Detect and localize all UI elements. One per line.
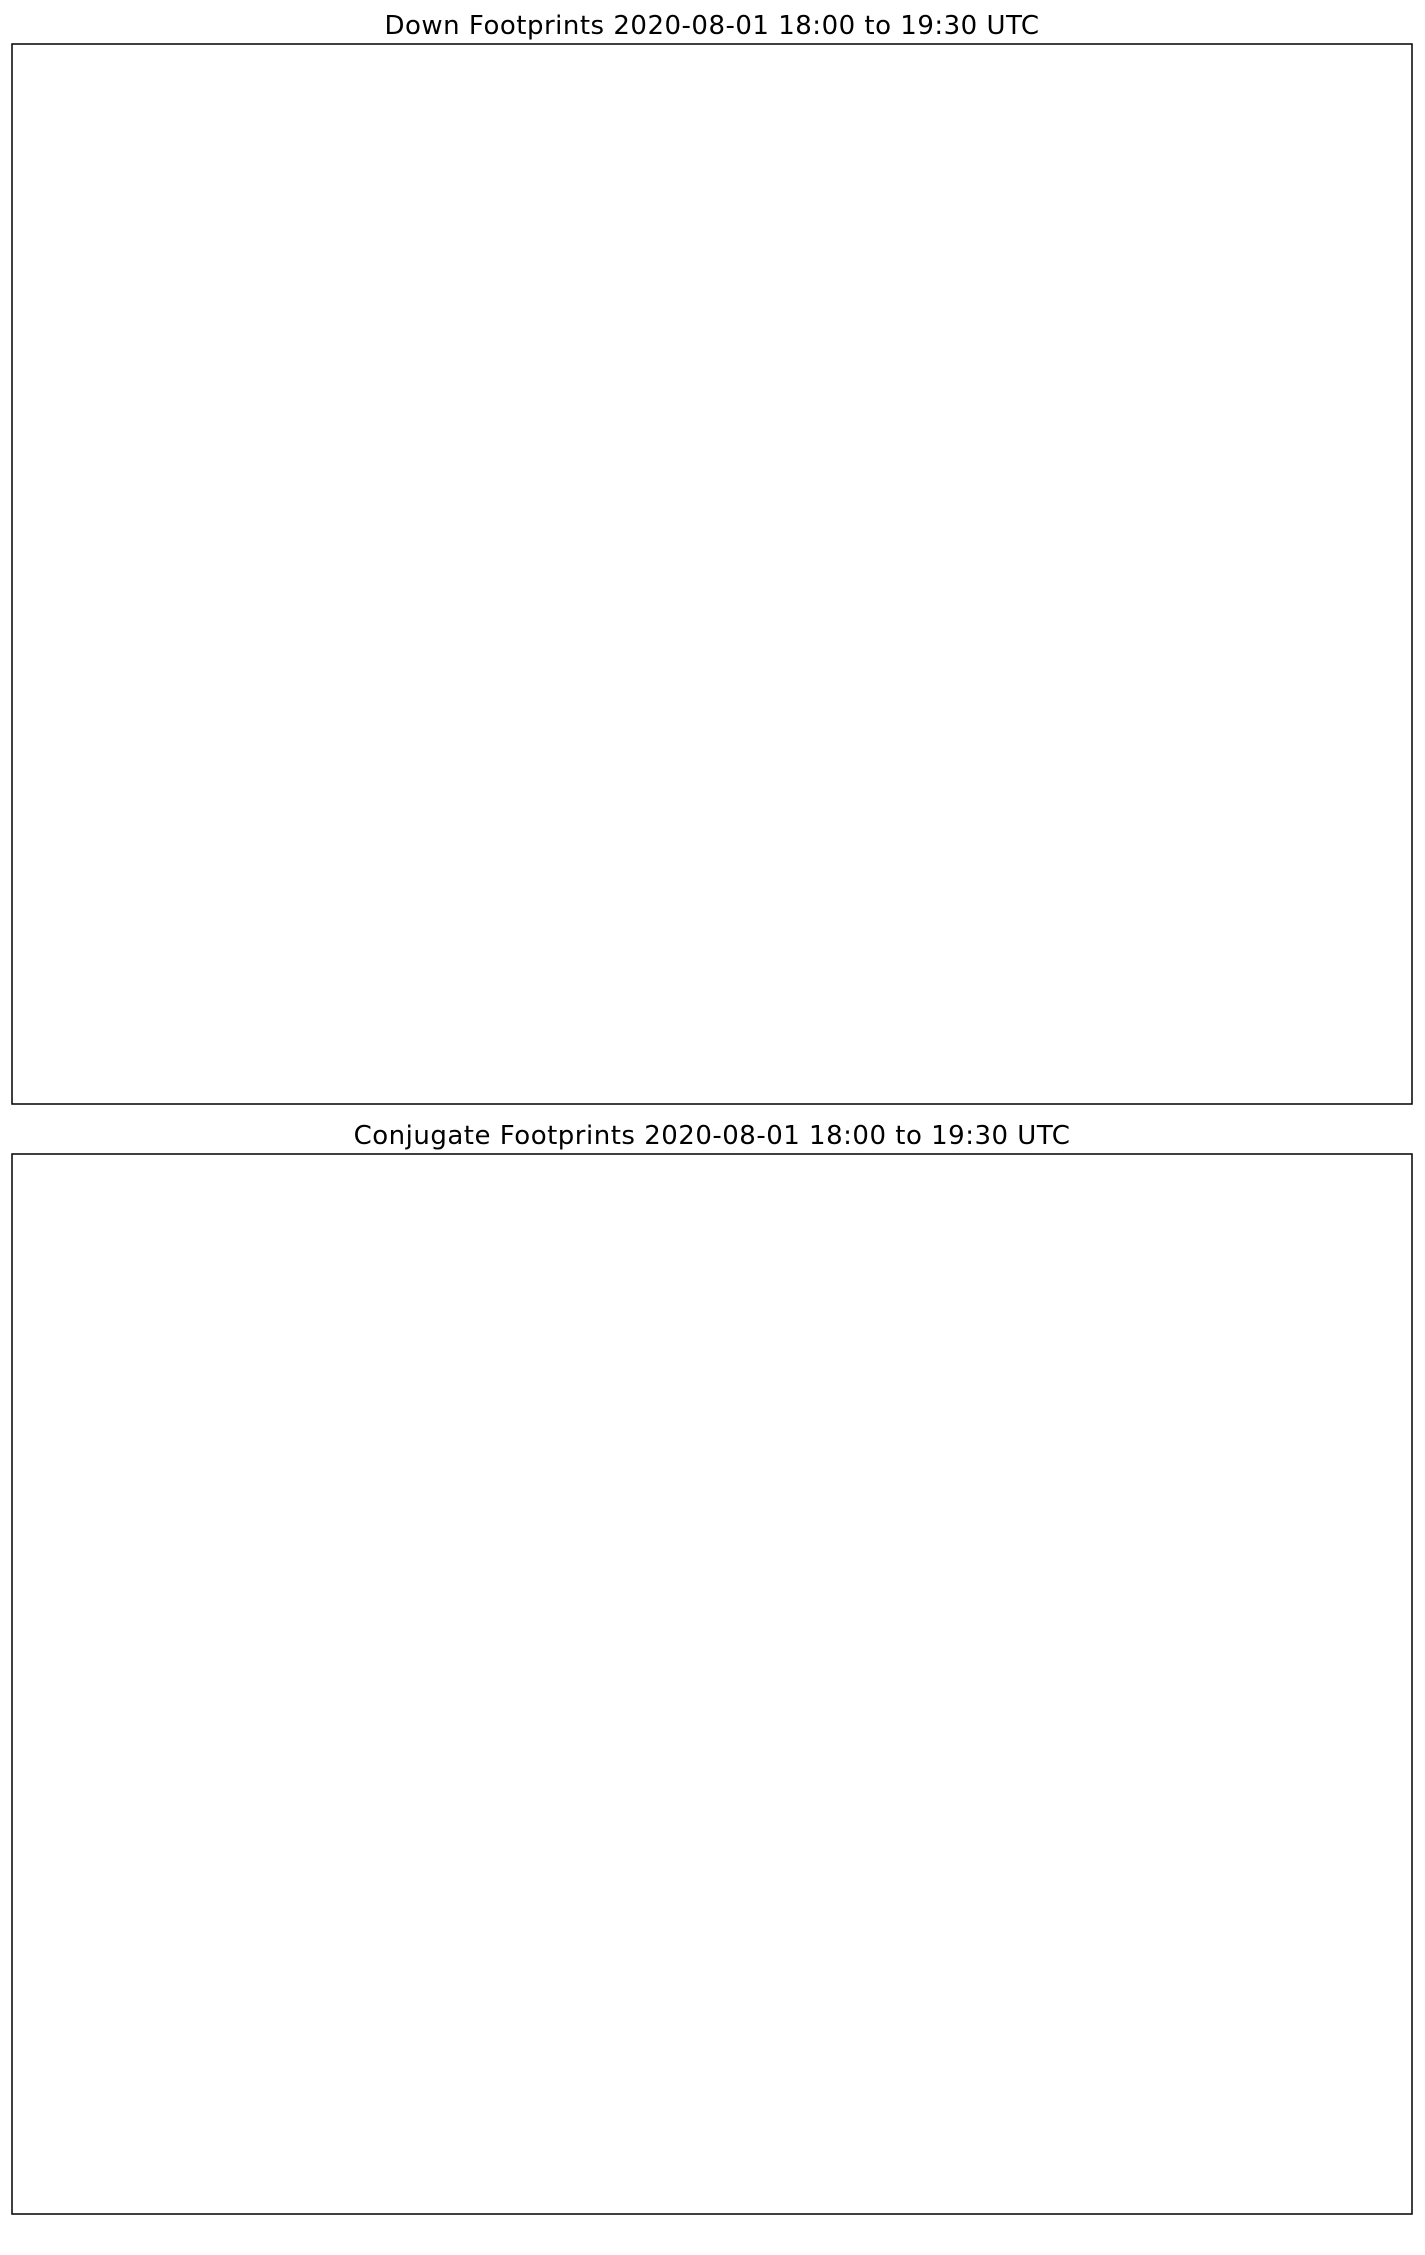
plot-area xyxy=(12,1154,1412,2214)
panel-title: Conjugate Footprints 2020-08-01 18:00 to 19:30 UTC xyxy=(353,1121,1071,1151)
panel-title: Down Footprints 2020-08-01 18:00 to 19:30 UTC xyxy=(384,11,1040,41)
plot-area xyxy=(12,44,1412,1104)
